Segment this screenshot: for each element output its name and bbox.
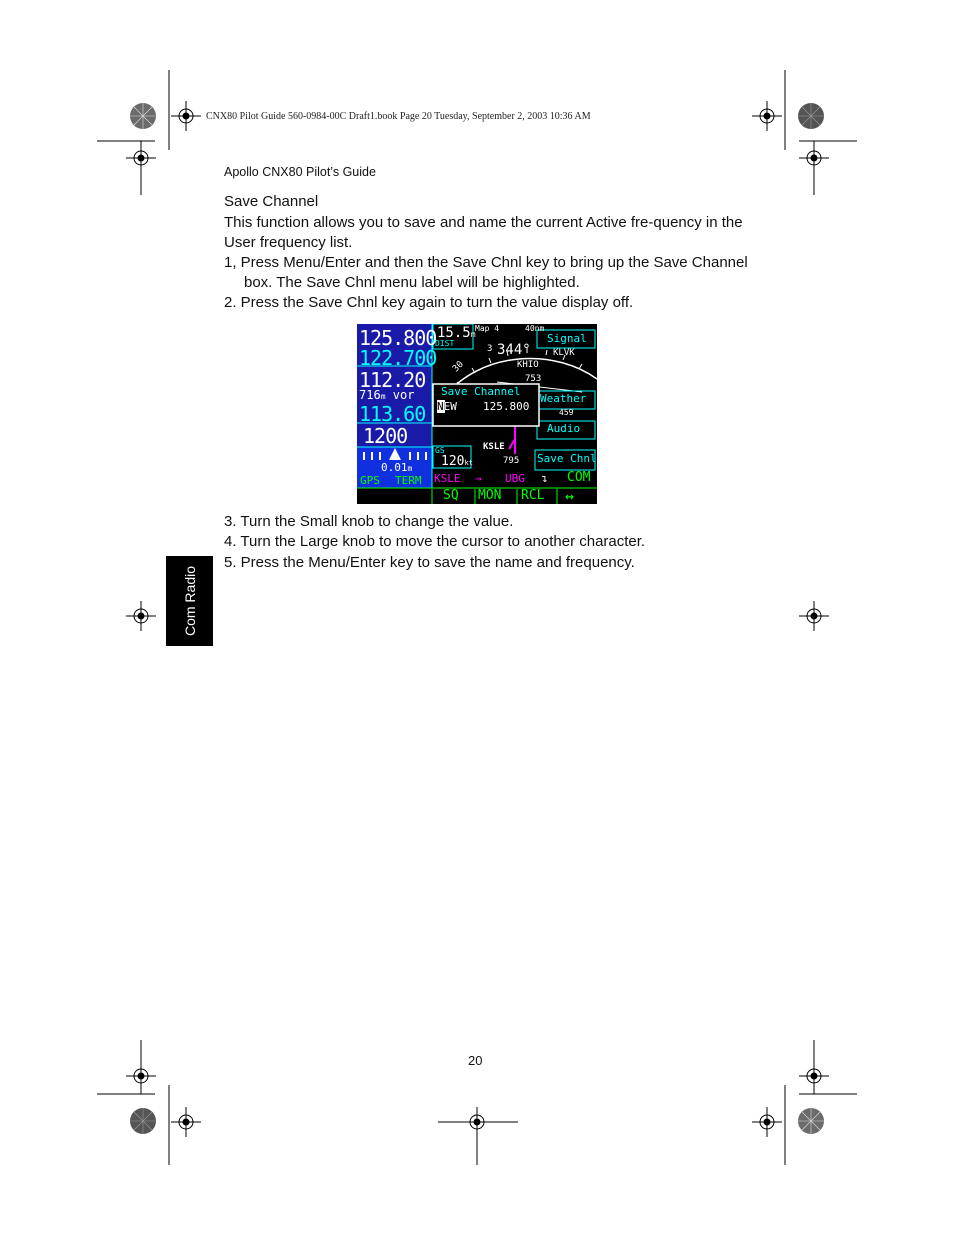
crosshair-target-icon (752, 101, 782, 131)
crosshair-crop-line-icon (438, 1121, 518, 1123)
menu-save-chnl[interactable]: Save Chnl (537, 452, 597, 465)
menu-weather[interactable]: Weather (540, 392, 587, 405)
elevation-3: 459 (559, 408, 574, 417)
heading-value: 344 (497, 342, 523, 358)
nav-info (359, 388, 414, 402)
menu-audio[interactable]: Audio (547, 422, 581, 435)
step-text: key again to turn the value display off. (377, 294, 634, 311)
distance-label: DIST (435, 339, 455, 348)
crosshair-target-icon (799, 1061, 829, 1091)
com-active-frequency: 125.800 (359, 326, 437, 350)
softkey-sq[interactable]: SQ (443, 488, 459, 503)
step-1 (224, 253, 764, 293)
crosshair-crop-line-icon (476, 1115, 478, 1165)
step-text: and then the (360, 254, 453, 271)
gps-term: TERM (395, 474, 422, 487)
crosshair-target-icon (171, 101, 201, 131)
compass-30: 30 (451, 359, 466, 375)
star-target-icon (797, 102, 825, 130)
nav-info-unit: m (380, 392, 386, 401)
map-label: Map 4 (475, 324, 500, 333)
route-to: UBG (505, 472, 525, 485)
crosshair-target-icon (126, 601, 156, 631)
menu-signal[interactable]: Signal (547, 332, 587, 345)
step-number: 1, Press (224, 254, 284, 271)
key-name: Large (299, 533, 339, 550)
cdi-scale (381, 461, 412, 474)
cdi-unit: m (407, 464, 413, 473)
crosshair-target-icon (799, 601, 829, 631)
running-head: Apollo CNX80 Pilot’s Guide (224, 165, 376, 179)
step-text: key to save the name and frequency. (385, 554, 635, 571)
route-from: KSLE (434, 472, 461, 485)
groundspeed-label: GS (435, 446, 445, 455)
step-5 (224, 553, 764, 573)
crosshair-target-icon (126, 143, 156, 173)
route-mode: COM (567, 470, 591, 485)
compass-3: 3 (487, 344, 493, 354)
step-text: knob to move the cursor to another character. (338, 533, 646, 550)
turn-arrow-icon: ↴ (541, 472, 548, 485)
step-text: key to bring up the Save Channel box. The Save Chnl menu label will be highlighted. (244, 254, 748, 291)
step-3 (224, 512, 764, 532)
key-name: Menu/Enter (283, 254, 361, 271)
com-standby-frequency: 122.700 (359, 346, 437, 370)
map-range: 40nm (525, 324, 545, 333)
crosshair-target-icon (171, 1107, 201, 1137)
softkey-rcl[interactable]: RCL (521, 488, 545, 503)
groundspeed-readout (441, 454, 473, 469)
key-name: Menu/Enter (308, 554, 386, 571)
crosshair-target-icon (752, 1107, 782, 1137)
key-name: Small (299, 513, 338, 530)
step-number: 4. Turn the (224, 533, 300, 550)
print-slug: CNX80 Pilot Guide 560-0984-00C Draft1.book Page 20 Tuesday, September 2, 2003 10:36 AM (206, 111, 591, 122)
step-number: 2. Press the (224, 294, 309, 311)
step-number: 5. Press the (224, 554, 309, 571)
cdi-value: 0.01 (381, 461, 408, 474)
save-channel-name-field[interactable]: NEW (437, 400, 457, 413)
nav-mode: vor (392, 388, 415, 402)
save-channel-dialog-title: Save Channel (441, 385, 521, 398)
distance-value: 15.5 (437, 325, 471, 341)
key-name: Save Chnl (308, 294, 378, 311)
key-name: Save Chnl (452, 254, 522, 271)
step-text: knob to change the value. (337, 513, 514, 530)
page-number: 20 (468, 1053, 483, 1068)
gps-mode: GPS (360, 474, 380, 487)
nav-standby-frequency: 113.60 (359, 402, 426, 426)
save-channel-frequency: 125.800 (483, 400, 530, 413)
star-target-icon (797, 1107, 825, 1135)
step-number: 3. Turn the (224, 513, 300, 530)
groundspeed-value: 120 (441, 454, 465, 469)
cnx80-screen-figure (357, 324, 597, 504)
step-4 (224, 532, 764, 552)
waypoint-khio: KHIO (517, 360, 539, 370)
star-target-icon (129, 1107, 157, 1135)
chapter-side-tab-label: Com Radio (181, 565, 198, 637)
heading-readout: 344° (497, 342, 531, 358)
softkey-mon[interactable]: MON (478, 488, 502, 503)
elevation-2: 795 (503, 456, 520, 466)
section-title: Save Channel (224, 193, 319, 210)
nav-info-value: 716 (359, 388, 381, 402)
elevation-1: 753 (525, 374, 542, 384)
crosshair-target-icon (126, 1061, 156, 1091)
transponder-code: 1200 (363, 424, 408, 448)
groundspeed-unit: kt (464, 459, 473, 467)
waypoint-ksle: KSLE (483, 442, 505, 452)
intro-paragraph: This function allows you to save and name the current Active fre-quency in the User frequency list. (224, 214, 743, 251)
star-target-icon (129, 102, 157, 130)
waypoint-klvk: KLVK (553, 348, 575, 358)
softkey-swap-icon[interactable]: ↔ (565, 487, 575, 504)
chapter-side-tab (166, 556, 213, 646)
route-arrow-icon: → (475, 472, 482, 485)
crosshair-target-icon (799, 143, 829, 173)
step-2 (224, 293, 764, 313)
distance-unit: m (470, 330, 476, 339)
nav-active-frequency: 112.20 (359, 368, 426, 392)
